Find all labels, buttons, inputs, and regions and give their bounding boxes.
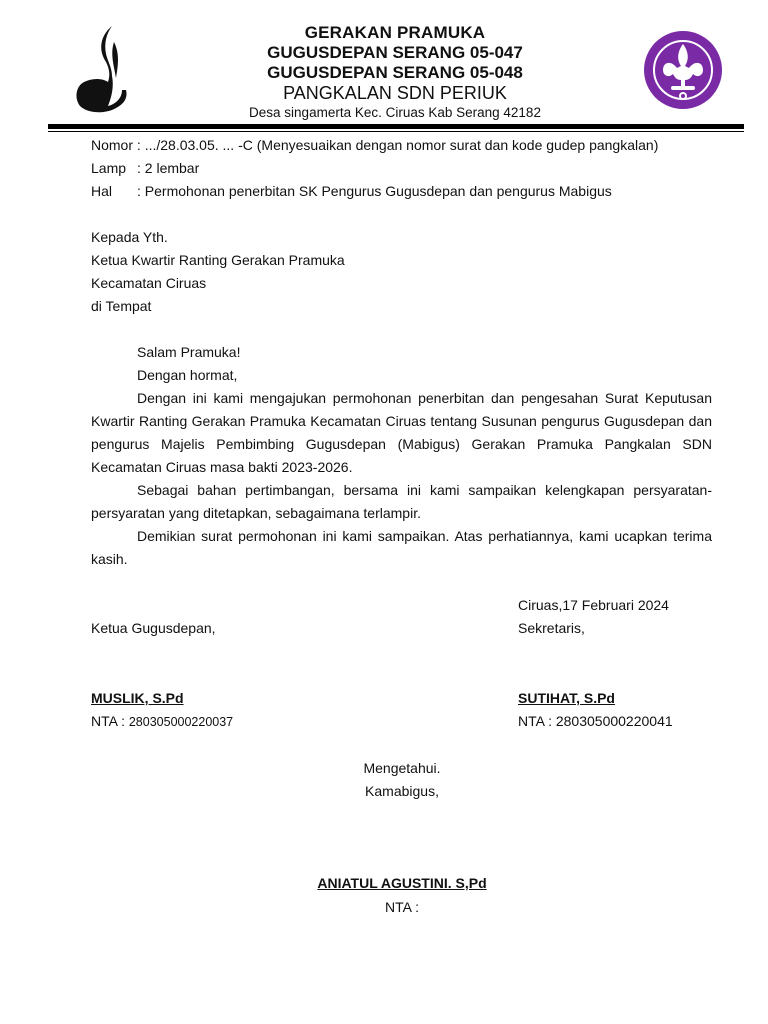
body-paragraph-1 [91, 387, 712, 479]
right-signer-nta: NTA : 280305000220041 [518, 713, 673, 729]
kamabigus-name: ANIATUL AGUSTINI. S,Pd [317, 875, 487, 891]
header-line-4: PANGKALAN SDN PERIUK [283, 83, 507, 103]
mengetahui-label: Mengetahui. [363, 760, 441, 776]
kamabigus-title: Kamabigus, [365, 783, 439, 799]
left-nta-label: NTA : [91, 713, 129, 729]
body-paragraph-2-text: Sebagai bahan pertimbangan, bersama ini kami sampaikan kelengkapan persyaratan-persyaratan yang ditetapkan, sebagaimana terlampir. [91, 482, 712, 521]
header-line-1: GERAKAN PRAMUKA [304, 23, 486, 42]
nomor-line [91, 134, 658, 157]
header-line-3: GUGUSDEPAN SERANG 05-048 [267, 63, 523, 82]
header-line-2: GUGUSDEPAN SERANG 05-047 [267, 43, 523, 62]
header-address: Desa singamerta Kec. Ciruas Kab Serang 42182 [249, 105, 541, 120]
hal-label: Hal [91, 183, 113, 199]
body-paragraph-1-text: Dengan ini kami mengajukan permohonan penerbitan dan pengesahan Surat Keputusan Kwartir Ranting Gerakan Pramuka Kecamatan Ciruas tentang Susunan pengurus Gugusdepan dan pengurus Majelis Pembimbing Gugusdepan (Mabigus) Gerakan Pramuka Pangkalan SDN Kecamatan Ciruas masa bakti 2023-2026. [91, 390, 712, 475]
right-signer-name-wrap [518, 687, 615, 710]
recipient-line-3: Kecamatan Ciruas [91, 275, 207, 291]
left-nta-number: 280305000220037 [128, 715, 234, 729]
nomor-label: Nomor : [91, 137, 141, 153]
greeting-hormat: Dengan hormat, [137, 367, 238, 383]
scout-fleur-de-lis-emblem-icon [641, 30, 725, 110]
left-signer-nta [91, 710, 233, 734]
body-paragraph-3 [91, 525, 712, 571]
header-divider-thick [48, 124, 744, 129]
recipient-line-1: Kepada Yth. [91, 229, 168, 245]
recipient-line-2: Ketua Kwartir Ranting Gerakan Pramuka [91, 252, 345, 268]
header-divider-thin [48, 131, 744, 132]
left-signer-title: Ketua Gugusdepan, [91, 620, 216, 636]
lamp-label: Lamp [91, 160, 127, 176]
hal-value: : Permohonan penerbitan SK Pengurus Gugusdepan dan pengurus Mabigus [137, 183, 612, 199]
lamp-value: : 2 lembar [137, 160, 200, 176]
kamabigus-name-wrap [252, 872, 552, 895]
place-date: Ciruas,17 Februari 2024 [518, 597, 669, 613]
body-paragraph-3-text: Demikian surat permohonan ini kami sampaikan. Atas perhatiannya, kami ucapkan terima kasih. [91, 528, 712, 567]
recipient-line-4: di Tempat [91, 298, 152, 314]
body-paragraph-2 [91, 479, 712, 525]
tunas-kelapa-logo-icon [72, 24, 132, 116]
right-signer-title: Sekretaris, [518, 620, 585, 636]
right-signer-name: SUTIHAT, S.Pd [518, 690, 615, 706]
kamabigus-nta: NTA : [385, 899, 419, 915]
left-signer-name: MUSLIK, S.Pd [91, 690, 184, 706]
nomor-value: .../28.03.05. ... -C (Menyesuaikan dengan nomor surat dan kode gudep pangkalan) [144, 137, 659, 153]
greeting-salam: Salam Pramuka! [137, 344, 241, 360]
